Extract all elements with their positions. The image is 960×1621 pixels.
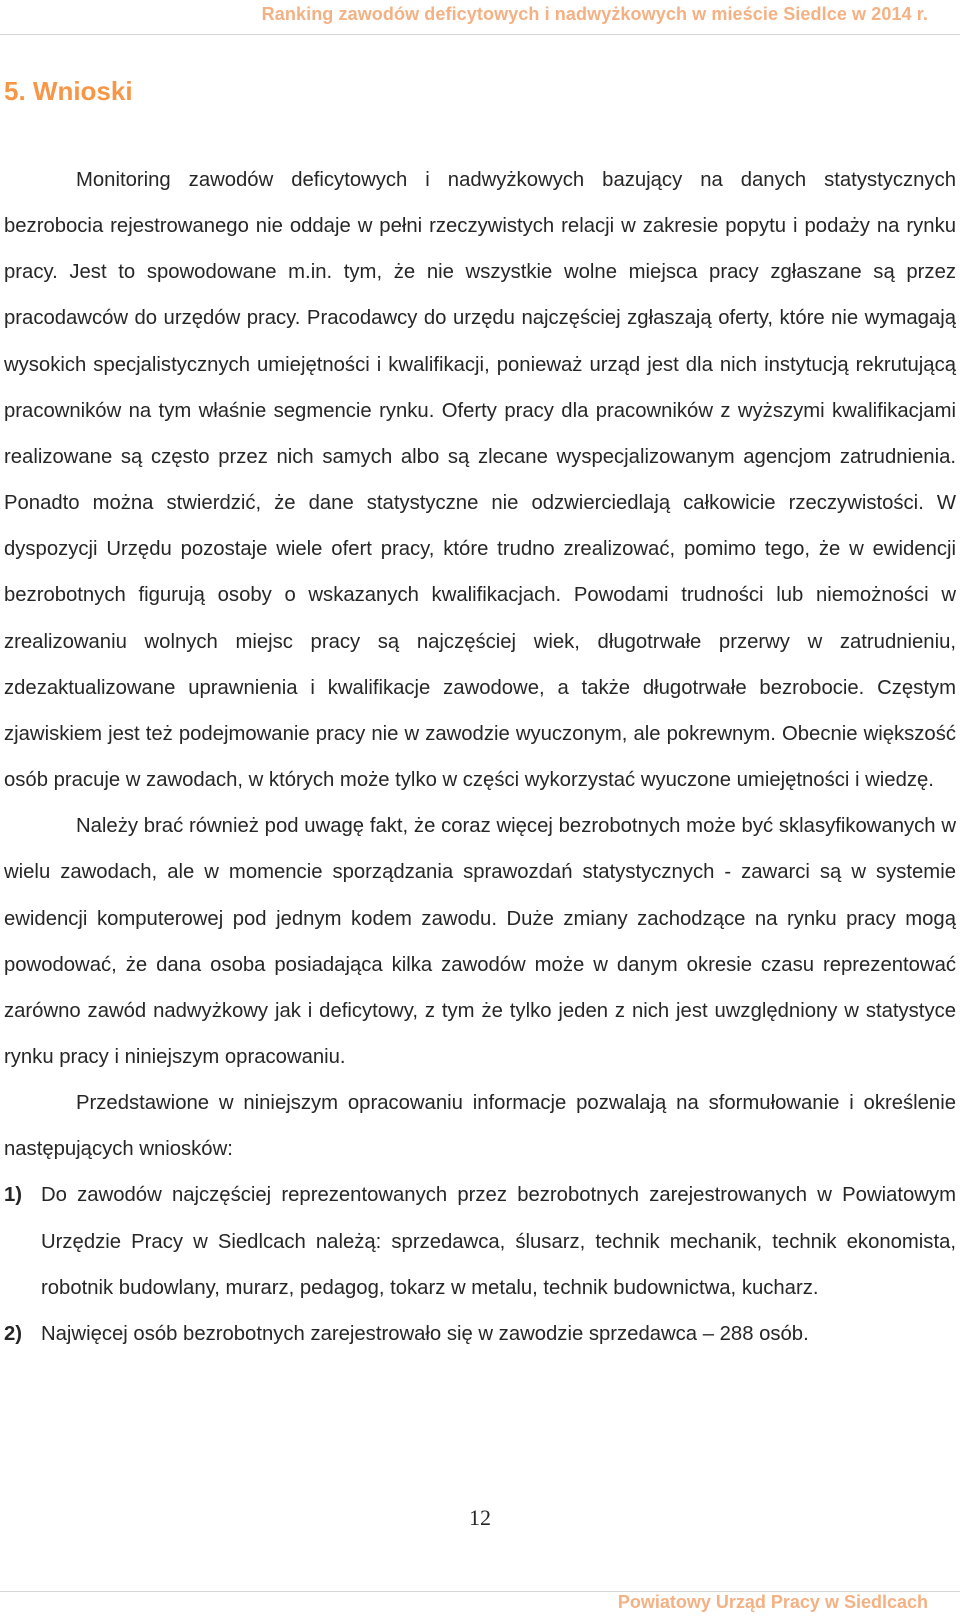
paragraph-3: Przedstawione w niniejszym opracowaniu informacje pozwalają na sformułowanie i określenie następujących wniosków: (4, 1092, 956, 1161)
list-item (4, 1172, 956, 1310)
body-text (4, 157, 956, 1357)
running-footer: Powiatowy Urząd Pracy w Siedlcach (617, 1592, 928, 1612)
running-header: Ranking zawodów deficytowych i nadwyżkowych w mieście Siedlce w 2014 r. (261, 4, 928, 24)
header-divider (0, 34, 960, 35)
page-number: 12 (469, 1505, 491, 1530)
list-item (4, 1311, 956, 1357)
section-title: 5. Wnioski (4, 76, 133, 106)
paragraph-1: Monitoring zawodów deficytowych i nadwyżkowych bazujący na danych statystycznych bezrobocia rejestrowanego nie oddaje w pełni rzeczywistych relacji w zakresie popytu i podaży na rynku pracy. Jest to spowodowane m.in. tym, że nie wszystkie wolne miejsca pracy zgłaszane są przez pracodawców do urzędów pracy. Pracodawcy do urzędu najczęściej zgłaszają oferty, które nie wymagają wysokich specjalistycznych umiejętności i kwalifikacji, ponieważ urząd jest dla nich instytucją rekrutującą pracowników na tym właśnie segmencie rynku. Oferty pracy dla pracowników z wyższymi kwalifikacjami realizowane są często przez nich samych albo są zlecane wyspecjalizowanym agencjom zatrudnienia. Ponadto można stwierdzić, że dane statystyczne nie odzwierciedlają całkowicie rzeczywistości. W dyspozycji Urzędu pozostaje wiele ofert pracy, które trudno zrealizować, pomimo tego, że w ewidencji bezrobotnych figurują osoby o wskazanych kwalifikacjach. Powodami trudności lub niemożności w zrealizowaniu wolnych miejsc pracy są najczęściej wiek, długotrwałe przerwy w zatrudnieniu, zdezaktualizowane uprawnienia i kwalifikacje zawodowe, a także długotrwałe bezrobocie. Częstym zjawiskiem jest też podejmowanie pracy nie w zawodzie wyuczonym, ale pokrewnym. Obecnie większość osób pracuje w zawodach, w których może tylko w części wykorzystać wyuczone umiejętności i wiedzę. (4, 169, 956, 792)
list-item-number: 1) (4, 1184, 23, 1207)
paragraph-2: Należy brać również pod uwagę fakt, że coraz więcej bezrobotnych może być sklasyfikowanych w wielu zawodach, ale w momencie sporządzania sprawozdań statystycznych - zawarci są w systemie ewidencji komputerowej pod jednym kodem zawodu. Duże zmiany zachodzące na rynku pracy mogą powodować, że dana osoba posiadająca kilka zawodów może w danym okresie czasu reprezentować zarówno zawód nadwyżkowy jak i deficytowy, z tym że tylko jeden z nich jest uwzględniony w statystyce rynku pracy i niniejszym opracowaniu. (4, 815, 956, 1068)
list-item-text: Najwięcej osób bezrobotnych zarejestrowało się w zawodzie sprzedawca – 288 osób. (41, 1322, 809, 1345)
list-item-text: Do zawodów najczęściej reprezentowanych przez bezrobotnych zarejestrowanych w Powiatowym Urzędzie Pracy w Siedlcach należą: sprzedawca, ślusarz, technik mechanik, technik ekonomista, robotnik budowlany, murarz, pedagog, tokarz w metalu, technik budownictwa, kucharz. (41, 1184, 956, 1299)
list-item-number: 2) (4, 1322, 23, 1345)
conclusions-list (4, 1172, 956, 1357)
